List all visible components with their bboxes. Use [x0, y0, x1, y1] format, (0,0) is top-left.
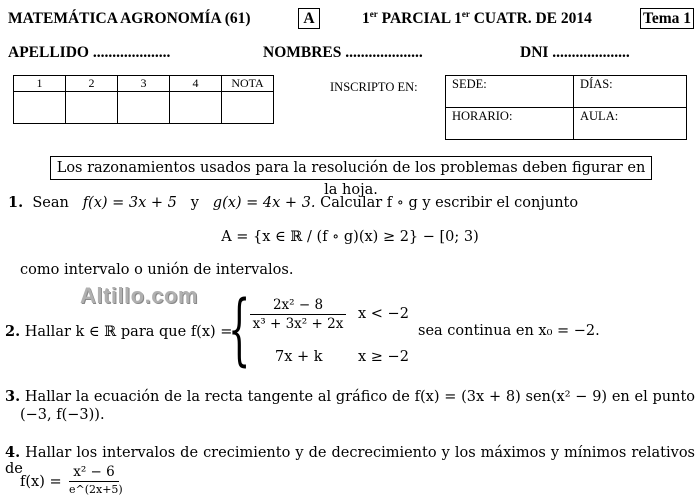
tema-box: Tema 1	[640, 8, 694, 29]
score-cell[interactable]	[170, 92, 222, 124]
question-3-cont: (−3, f(−3)).	[20, 407, 105, 423]
score-cell[interactable]	[14, 92, 66, 124]
score-header: 3	[118, 76, 170, 92]
apellido-field[interactable]: APELLIDO ....................	[8, 44, 171, 61]
question-4: 4. Hallar los intervalos de crecimiento y de decrecimiento y los máximos y mínimos relativos de	[5, 444, 695, 477]
piece-2-expr: 7x + k	[275, 349, 323, 365]
inscripto-box	[445, 75, 687, 140]
course-title: MATEMÁTICA AGRONOMÍA (61)	[8, 10, 251, 27]
score-cell[interactable]	[66, 92, 118, 124]
score-cell[interactable]	[222, 92, 274, 124]
piece-1-condition: x < −2	[358, 306, 409, 322]
piece-1-fraction: $\frac{\text{2x² − 8}}{\text{x³ + 3x² + 2x}}$	[250, 297, 346, 332]
question-4-lhs: f(x) =	[20, 474, 62, 490]
score-header: 4	[170, 76, 222, 92]
score-table	[13, 75, 274, 124]
aula-label: AULA:	[580, 109, 619, 123]
watermark-logo: Altillo.com	[80, 283, 198, 308]
question-4-fraction: x² − 6 e^(2x+5)	[69, 464, 123, 496]
nombres-field[interactable]: NOMBRES ....................	[263, 44, 423, 61]
question-1-cont: como intervalo o unión de intervalos.	[20, 262, 294, 278]
exam-name: 1er PARCIAL 1er CUATR. DE 2014	[362, 9, 592, 27]
score-header: 2	[66, 76, 118, 92]
question-3: 3. Hallar la ecuación de la recta tangente al gráfico de f(x) = (3x + 8) sen(x² − 9) en el punto	[5, 388, 696, 405]
score-header: NOTA	[222, 76, 274, 92]
question-2: 2. Hallar k ∈ ℝ para que f(x) =	[5, 323, 233, 340]
left-brace: {	[228, 285, 251, 375]
score-cell[interactable]	[118, 92, 170, 124]
notice-box: Los razonamientos usados para la resolución de los problemas deben figurar en la hoja.	[50, 156, 652, 180]
piece-2-condition: x ≥ −2	[358, 349, 409, 365]
question-2-cont: sea continua en x₀ = −2.	[418, 323, 600, 339]
version-box: A	[298, 8, 320, 29]
score-header: 1	[14, 76, 66, 92]
dni-field[interactable]: DNI ....................	[520, 44, 630, 61]
sede-label: SEDE:	[452, 77, 487, 91]
horario-label: HORARIO:	[452, 109, 513, 123]
dias-label: DÍAS:	[580, 77, 613, 91]
inscripto-label: INSCRIPTO EN:	[330, 80, 418, 94]
set-formula: A = {x ∈ ℝ / (f ∘ g)(x) ≥ 2} − [0; 3)	[221, 229, 479, 245]
question-1: 1. Sean f(x) = 3x + 5 y g(x) = 4x + 3. Calcular f ∘ g y escribir el conjunto	[8, 194, 579, 211]
